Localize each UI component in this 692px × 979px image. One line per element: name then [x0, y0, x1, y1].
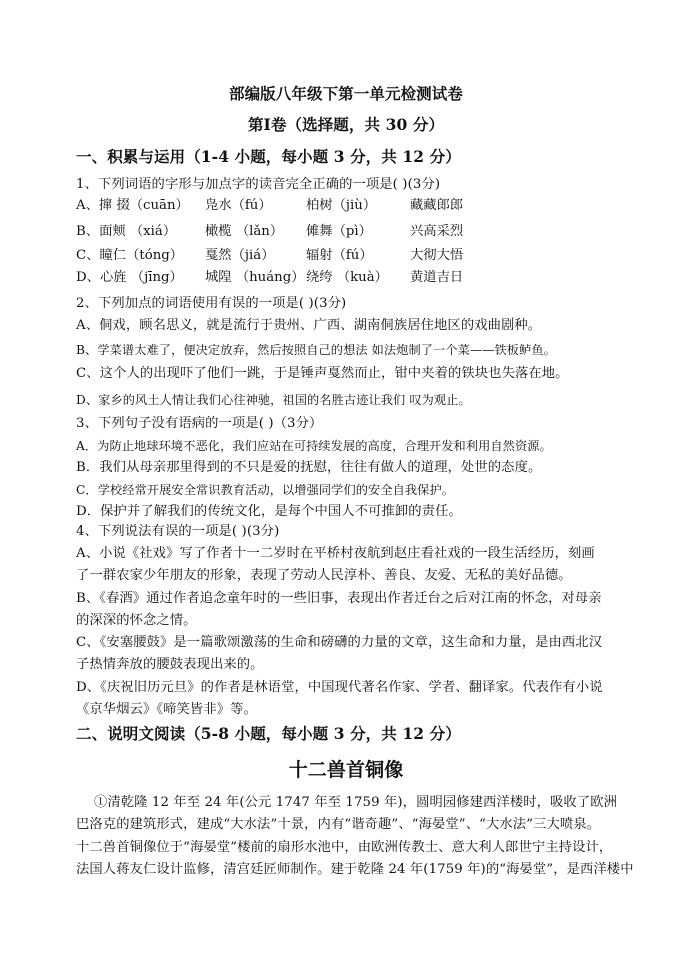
q1-option-b-word2: 橄榄 （lǎn） [205, 224, 284, 239]
q2-option-b: B、学菜谱太难了，便决定放弃，然后按照自己的想法 如法炮制了一个菜——铁板鲈鱼。 [76, 343, 556, 357]
part-title: 第Ⅰ卷（选择题，共 30 分） [247, 115, 445, 134]
article-paragraph-line1: ①清乾隆 12 年至 24 年(公元 1747 年至 1759 年)，圆明园修建西洋楼时，吸收了欧洲 [94, 795, 618, 810]
section-heading-2: 二、说明文阅读（5-8 小题，每小题 3 分，共 12 分） [76, 724, 461, 743]
q2-option-c: C、这个人的出现吓了他们一跳，于是锤声戛然而止，钳中夹着的铁块也失落在地。 [76, 366, 569, 381]
q1-option-a-word3: 柏树（jiù） [306, 198, 377, 213]
q1-option-a: A、撺 掇（cuān） [76, 198, 189, 213]
q1-option-b-word3: 傩舞（pì） [306, 224, 372, 239]
q1-option-c-word4: 大彻大悟 [410, 248, 464, 263]
article-paragraph-line2: 巴洛克的建筑形式，建成“大水法”十景，内有“谐奇趣”、“海晏堂”、“大水法”三大喷泉。 [76, 817, 601, 832]
q4-option-c-line2: 子热情奔放的腰鼓表现出来的。 [76, 657, 264, 672]
q1-option-a-word4: 藏藏郎郎 [410, 198, 464, 213]
q4-option-a-line1: A、小说《社戏》写了作者十一二岁时在平桥村夜航到赵庄看社戏的一段生活经历，刻画 [76, 546, 595, 561]
q4-option-d-line2: 《京华烟云》《啼笑皆非》等。 [76, 702, 257, 717]
q4-option-b-line2: 的深深的怀念之情。 [76, 613, 197, 628]
q3-option-b: B．我们从母亲那里得到的不只是爱的抚慰，往往有做人的道理，处世的态度。 [76, 460, 542, 475]
q4-option-c-line1: C、《安塞腰鼓》是一篇歌颂激荡的生命和磅礴的力量的文章，这生命和力量，是由西北汉 [76, 635, 603, 650]
q4-option-a-line2: 了一群农家少年朋友的形象，表现了劳动人民淳朴、善良、友爱、无私的美好品德。 [76, 568, 572, 583]
q3-option-c: C．学校经常开展安全常识教育活动，以增强同学们的安全自我保护。 [76, 483, 455, 497]
q3-option-a: A．为防止地球环境不恶化，我们应站在可持续发展的高度，合理开发和利用自然资源。 [76, 439, 552, 453]
q1-option-d: D、心旌 （jīng） [76, 270, 183, 285]
question-3-stem: 3、下列句子没有语病的一项是( )（3分） [76, 416, 323, 431]
question-2-stem: 2、下列加点的词语使用有误的一项是( )(3分) [76, 296, 347, 311]
section-heading-1: 一、积累与运用（1-4 小题，每小题 3 分，共 12 分） [76, 147, 461, 166]
article-title: 十二兽首铜像 [288, 759, 404, 781]
article-paragraph-line3: 十二兽首铜像位于“海晏堂”楼前的扇形水池中，由欧洲传教士、意大利人郎世宁主持设计， [76, 840, 613, 855]
q4-option-d-line1: D、《庆祝旧历元旦》的作者是林语堂，中国现代著名作家、学者、翻译家。代表作有小说 [76, 680, 603, 695]
article-paragraph-line4: 法国人蒋友仁设计监修，清宫廷匠师制作。建于乾隆 24 年(1759 年)的“海晏堂”，是西洋楼中 [76, 862, 634, 877]
q1-option-d-word3: 绕绔 （kuà） [306, 270, 388, 285]
q1-option-c-word2: 戛然（jiá） [205, 248, 275, 263]
q2-option-d: D、家乡的风土人情让我们心往神驰，祖国的名胜古迹让我们 叹为观止。 [76, 393, 471, 407]
question-1-stem: 1、下列词语的字形与加点字的读音完全正确的一项是( )(3分) [76, 177, 441, 192]
q1-option-a-word2: 凫水（fú） [205, 198, 272, 213]
q4-option-b-line1: B、《春酒》通过作者追念童年时的一些旧事，表现出作者迁台之后对江南的怀念，对母亲 [76, 591, 602, 606]
question-4-stem: 4、下列说法有误的一项是( )(3分) [76, 524, 280, 539]
exam-title: 部编版八年级下第一单元检测试卷 [228, 84, 463, 103]
q1-option-d-word2: 城隍 （huáng） [205, 270, 305, 285]
q1-option-c: C、瞳仁（tóng） [76, 248, 184, 263]
q3-option-d: D．保护并了解我们的传统文化，是每个中国人不可推卸的责任。 [76, 504, 462, 519]
q1-option-b-word4: 兴高采烈 [410, 224, 464, 239]
q1-option-d-word4: 黄道吉日 [410, 270, 464, 285]
q1-option-b: B、面颊 （xiá） [76, 224, 177, 239]
q1-option-c-word3: 辐射（fú） [306, 248, 373, 263]
q2-option-a: A、侗戏，顾名思义，就是流行于贵州、广西、湖南侗族居住地区的戏曲剧种。 [76, 318, 542, 333]
